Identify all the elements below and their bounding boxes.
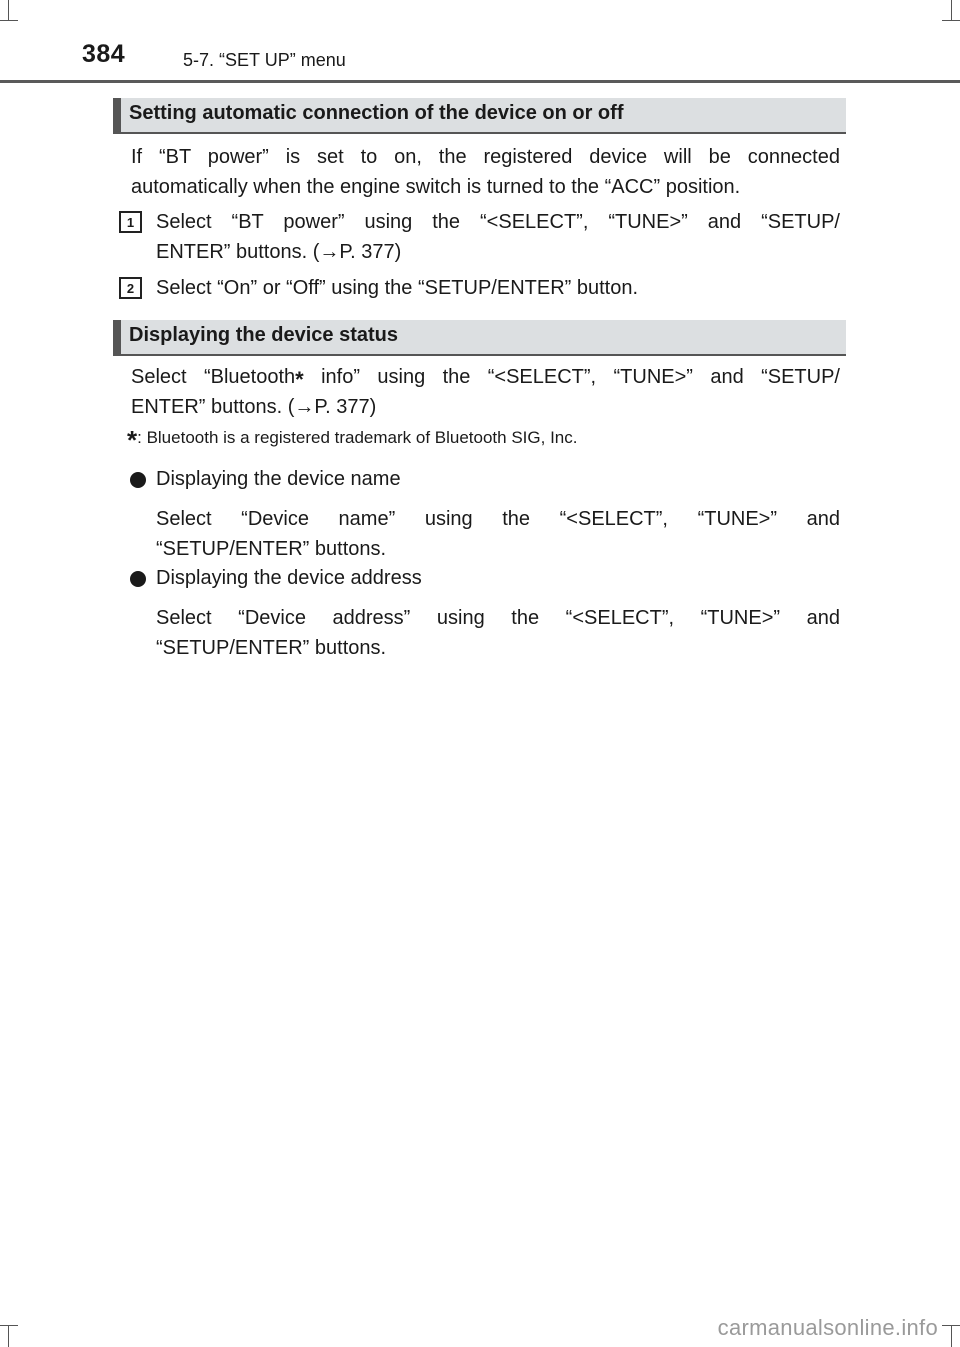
paragraph-line: Select “Device address” using the “<SELECT”, “TUNE>” and [156,607,840,629]
crop-mark [0,20,18,21]
bullet-icon [130,571,146,587]
footnote-text: : Bluetooth is a registered trademark of Bluetooth SIG, Inc. [137,428,578,447]
watermark: carmanualsonline.info [717,1315,938,1340]
intro-paragraph [131,142,840,202]
paragraph-line: ENTER” buttons. (→P. 377) [131,396,377,418]
step-2-text [156,273,840,303]
step-number-1: 1 [119,211,142,233]
crop-mark [0,1325,18,1326]
section-heading-auto-connection [113,98,846,134]
step-number-2: 2 [119,277,142,299]
line-text: info” using the “<SELECT”, “TUNE>” and “SETUP/ [303,366,840,388]
crop-mark [951,0,952,20]
bullet-2-text [156,603,840,663]
bullet-heading-text: Displaying the device name [156,468,401,490]
crop-mark [942,20,960,21]
section-title: 5-7. “SET UP” menu [183,50,346,70]
section-heading-device-status [113,320,846,356]
crop-mark [8,1325,9,1347]
crop-mark [942,1325,960,1326]
line-text: Select “Bluetooth [131,366,296,388]
device-status-paragraph [131,362,840,422]
paragraph-line [131,362,840,392]
paragraph-line: Select “BT power” using the “<SELECT”, “TUNE>” and “SETUP/ [156,211,840,233]
section-heading-title: Setting automatic connection of the device on or off [129,102,624,124]
crop-mark [951,1325,952,1347]
heading-accent-bar [113,320,121,354]
crop-mark [8,0,9,20]
trademark-footnote [127,425,577,456]
step-1-text [156,207,840,267]
paragraph-line: automatically when the engine switch is turned to the “ACC” position. [131,176,741,198]
bullet-heading-device-address [130,567,422,590]
section-heading-title: Displaying the device status [129,324,398,346]
paragraph-line: “SETUP/ENTER” buttons. [156,538,387,560]
heading-accent-bar [113,98,121,132]
header-divider [0,80,960,83]
bullet-heading-text: Displaying the device address [156,567,422,589]
bullet-1-text [156,504,840,564]
paragraph-line: ENTER” buttons. (→P. 377) [156,241,402,263]
page-number: 384 [82,40,126,68]
paragraph-line: “SETUP/ENTER” buttons. [156,637,387,659]
footnote-marker: * [295,367,304,392]
bullet-icon [130,472,146,488]
footnote-marker: * [127,425,138,455]
paragraph-line: Select “On” or “Off” using the “SETUP/ENTER” button. [156,277,639,299]
paragraph-line: If “BT power” is set to on, the registered device will be connected [131,146,840,168]
paragraph-line: Select “Device name” using the “<SELECT”, “TUNE>” and [156,508,840,530]
bullet-heading-device-name [130,468,401,491]
